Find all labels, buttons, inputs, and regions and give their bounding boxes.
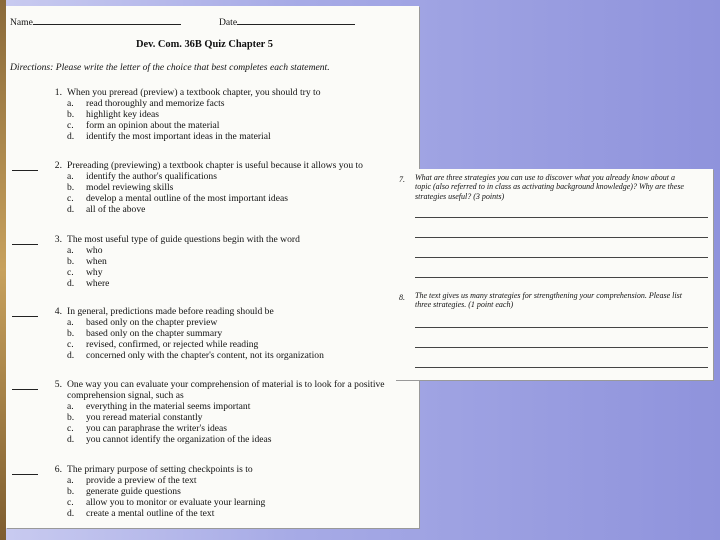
question-number: 3. (54, 234, 62, 245)
option-b: b. when (67, 256, 107, 267)
question-text: Prereading (previewing) a textbook chapter is useful because it allows you to (67, 160, 363, 171)
option-a: a. read thoroughly and memorize facts (67, 98, 225, 109)
question-text: One way you can evaluate your comprehension of material is to look for a positive (67, 379, 385, 390)
answer-line[interactable] (415, 347, 708, 348)
answer-blank[interactable] (12, 464, 38, 475)
option-d: d. where (67, 278, 110, 289)
answer-blank[interactable] (12, 160, 38, 171)
option-b: b. generate guide questions (67, 486, 181, 497)
quiz-page-two (395, 169, 713, 380)
answer-blank[interactable] (12, 234, 38, 245)
date-field (219, 15, 355, 28)
option-b: b. model reviewing skills (67, 182, 174, 193)
name-label: Name (10, 17, 33, 28)
question-number: 1. (54, 87, 62, 98)
option-b: b. highlight key ideas (67, 109, 160, 120)
option-a: a. identify the author's qualifications (67, 171, 217, 182)
option-b: b. based only on the chapter summary (67, 328, 223, 339)
question-number: 2. (54, 160, 62, 171)
option-c: c. revised, confirmed, or rejected while reading (67, 339, 259, 350)
quiz-directions: Directions: Please write the letter of the choice that best completes each statement. (10, 62, 330, 73)
question-text: The primary purpose of setting checkpoints is to (67, 464, 253, 475)
option-b: b. you reread material constantly (67, 412, 203, 423)
question-number: 6. (54, 464, 62, 475)
option-d: d. create a mental outline of the text (67, 508, 215, 519)
question-text: The most useful type of guide questions begin with the word (67, 234, 300, 245)
option-d: d. identify the most important ideas in the material (67, 131, 271, 142)
answer-line[interactable] (415, 277, 708, 278)
option-a: a. based only on the chapter preview (67, 317, 218, 328)
question-7-number: 7. (399, 175, 405, 184)
question-number: 5. (54, 379, 62, 390)
quiz-page-one (6, 6, 419, 528)
date-blank (237, 15, 355, 25)
name-blank (33, 15, 181, 25)
option-c: c. form an opinion about the material (67, 120, 220, 131)
question-number: 4. (54, 306, 62, 317)
option-c: c. you can paraphrase the writer's ideas (67, 423, 228, 434)
question-7-text: What are three strategies you can use to discover what you already know about a topic (also referred to in class as activating background knowledge)? Why are these strategies useful? (3 points) (415, 173, 684, 201)
answer-line[interactable] (415, 257, 708, 258)
answer-line[interactable] (415, 327, 708, 328)
name-field (10, 15, 181, 28)
option-a: a. provide a preview of the text (67, 475, 197, 486)
date-label: Date (219, 17, 238, 28)
option-d: d. concerned only with the chapter's content, not its organization (67, 350, 324, 361)
question-text: In general, predictions made before reading should be (67, 306, 274, 317)
quiz-title: Dev. Com. 36B Quiz Chapter 5 (136, 39, 273, 50)
answer-line[interactable] (415, 367, 708, 368)
option-a: a. who (67, 245, 103, 256)
answer-line[interactable] (415, 217, 708, 218)
answer-blank[interactable] (12, 306, 38, 317)
question-text: When you preread (preview) a textbook chapter, you should try to (67, 87, 321, 98)
option-c: c. why (67, 267, 103, 278)
answer-blank[interactable] (12, 379, 38, 390)
option-c: c. develop a mental outline of the most important ideas (67, 193, 288, 204)
question-text-continued: comprehension signal, such as (67, 390, 184, 401)
option-d: d. all of the above (67, 204, 146, 215)
option-a: a. everything in the material seems important (67, 401, 251, 412)
answer-line[interactable] (415, 237, 708, 238)
question-8-number: 8. (399, 293, 405, 302)
question-8-text: The text gives us many strategies for strengthening your comprehension. Please list three strategies. (1 point each) (415, 291, 682, 310)
option-c: c. allow you to monitor or evaluate your learning (67, 497, 266, 508)
option-d: d. you cannot identify the organization of the ideas (67, 434, 272, 445)
